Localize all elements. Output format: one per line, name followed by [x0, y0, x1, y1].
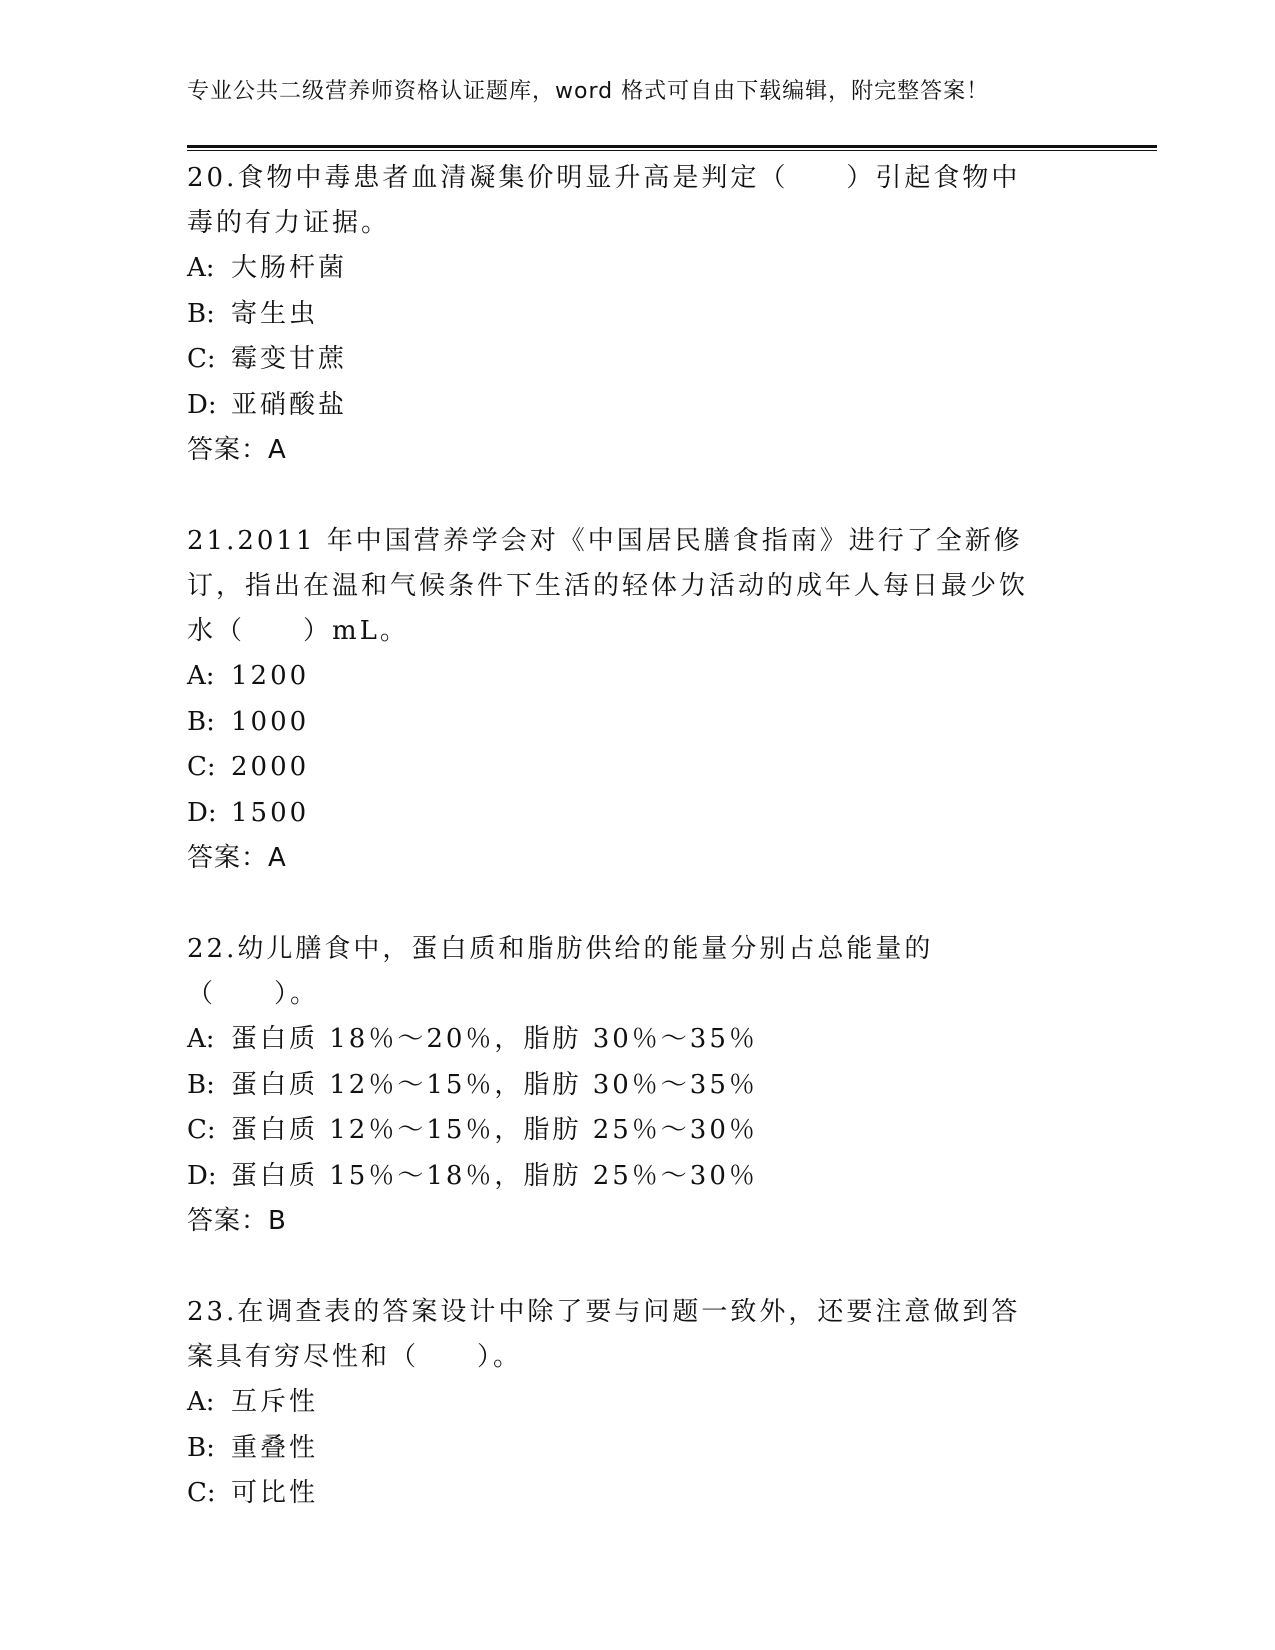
option-text: 2000 [231, 752, 310, 782]
question-22 [187, 927, 1087, 1244]
option-a [187, 246, 1087, 292]
option-text: 蛋白质 18％～20％，脂肪 30％～35％ [231, 1024, 758, 1054]
question-text: 20.食物中毒患者血清凝集价明显升高是判定（ ）引起食物中毒的有力证据。 [187, 163, 1021, 238]
option-c [187, 1108, 1087, 1154]
option-key: B: [187, 706, 215, 737]
option-text: 蛋白质 12％～15％，脂肪 30％～35％ [231, 1069, 758, 1100]
option-key: A: [187, 1024, 215, 1054]
option-text: 1500 [231, 797, 310, 828]
option-text: 可比性 [231, 1478, 319, 1508]
option-c [187, 337, 1087, 383]
option-d [187, 791, 1087, 837]
option-key: C: [187, 752, 216, 782]
question-23 [187, 1290, 1087, 1517]
option-text: 1200 [231, 661, 310, 691]
option-key: D: [187, 797, 217, 828]
option-a [187, 1380, 1087, 1426]
option-text: 蛋白质 15％～18％，脂肪 25％～30％ [231, 1160, 758, 1191]
option-a [187, 1017, 1087, 1063]
option-key: C: [187, 1478, 216, 1508]
question-text: 21.2011 年中国营养学会对《中国居民膳食指南》进行了全新修订，指出在温和气候条件下生活的轻体力活动的成年人每日最少饮水（ ）mL。 [187, 526, 1029, 646]
option-key: B: [187, 298, 215, 329]
option-c [187, 745, 1087, 791]
answer-line: 答案：A [187, 435, 287, 465]
option-key: B: [187, 1432, 215, 1463]
option-text: 1000 [231, 706, 310, 737]
question-text: 22.幼儿膳食中，蛋白质和脂肪供给的能量分别占总能量的（ ）。 [187, 934, 934, 1009]
question-text: 23.在调查表的答案设计中除了要与问题一致外，还要注意做到答案具有穷尽性和（ ）。 [187, 1297, 1021, 1372]
option-key: D: [187, 389, 217, 420]
option-text: 互斥性 [231, 1387, 319, 1417]
question-21 [187, 519, 1087, 881]
option-a [187, 654, 1087, 700]
question-list [187, 156, 1087, 1563]
header-divider [187, 145, 1157, 151]
option-b [187, 700, 1087, 746]
page-header: 专业公共二级营养师资格认证题库，word 格式可自由下载编辑，附完整答案！ [187, 79, 990, 104]
option-text: 大肠杆菌 [231, 253, 348, 283]
option-text: 亚硝酸盐 [231, 389, 348, 420]
option-text: 蛋白质 12％～15％，脂肪 25％～30％ [231, 1115, 758, 1145]
option-key: C: [187, 1115, 216, 1145]
option-text: 霉变甘蔗 [231, 344, 348, 374]
option-key: A: [187, 661, 215, 691]
answer-line: 答案：A [187, 843, 287, 873]
option-text: 寄生虫 [231, 298, 319, 329]
option-key: A: [187, 1387, 215, 1417]
answer-line: 答案：B [187, 1206, 287, 1236]
option-d [187, 383, 1087, 429]
question-20 [187, 156, 1087, 473]
option-c [187, 1471, 1087, 1517]
option-b [187, 292, 1087, 338]
option-key: D: [187, 1160, 217, 1191]
option-key: B: [187, 1069, 215, 1100]
option-key: C: [187, 344, 216, 374]
option-d [187, 1154, 1087, 1200]
option-key: A: [187, 253, 215, 283]
option-b [187, 1063, 1087, 1109]
option-b [187, 1426, 1087, 1472]
option-text: 重叠性 [231, 1432, 319, 1463]
